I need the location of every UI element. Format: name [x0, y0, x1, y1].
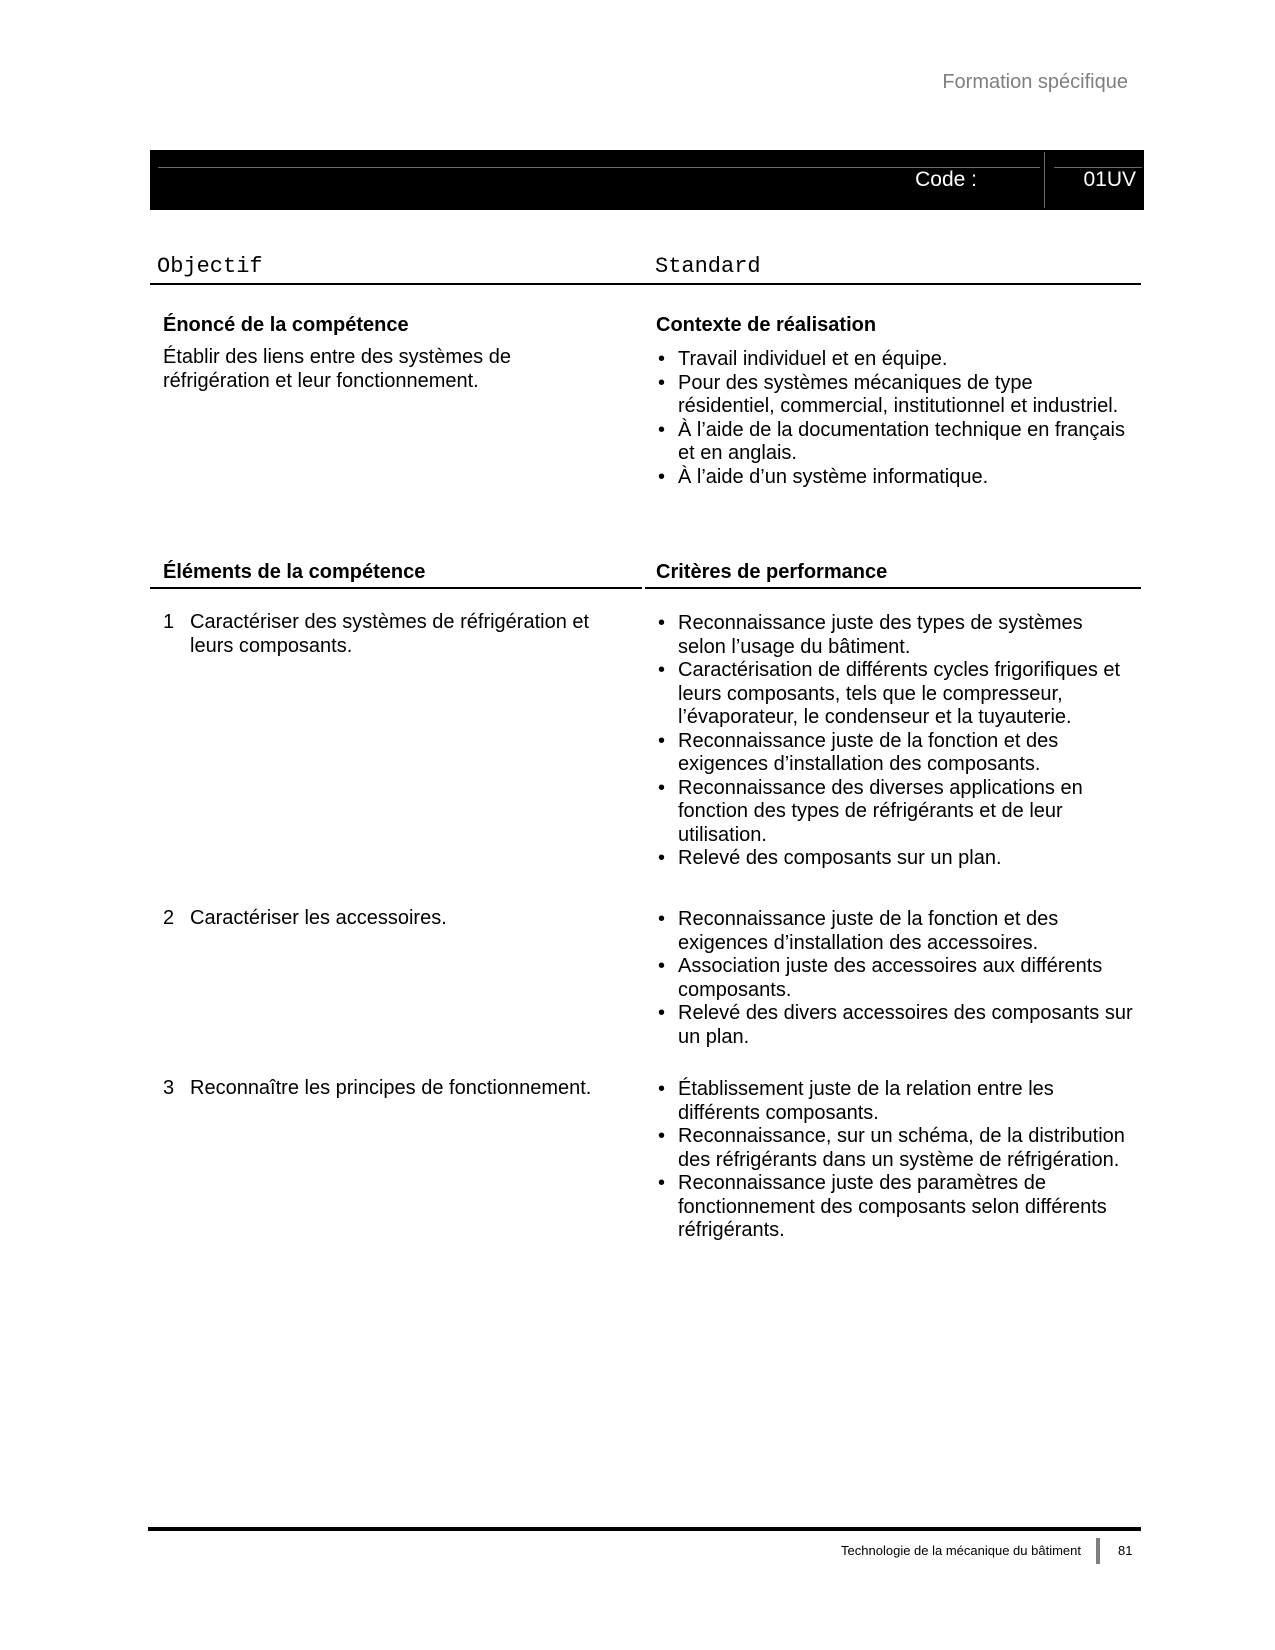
- criteria-item: • Reconnaissance juste des types de systèmes selon l’usage du bâtiment.: [658, 612, 1083, 658]
- code-value-box: [1048, 150, 1144, 210]
- criteres-title: Critères de performance: [656, 561, 888, 583]
- criteria-item: • Association juste des accessoires aux différents composants.: [658, 955, 1103, 1001]
- criteria-list: [656, 908, 1136, 1049]
- column-header-rule: [150, 283, 1141, 285]
- criteria-item: • Reconnaissance juste de la fonction et des exigences d’installation des accessoires.: [658, 908, 1059, 954]
- contexte-item: • Travail individuel et en équipe.: [658, 348, 948, 370]
- footer-rule: [148, 1527, 1141, 1531]
- criteria-list: [656, 612, 1136, 871]
- competence-element: [163, 611, 623, 658]
- criteria-item: • Reconnaissance juste de la fonction et des exigences d’installation des composants.: [658, 729, 1059, 775]
- page-number: 81: [1118, 1543, 1133, 1558]
- enonce-title: Énoncé de la compétence: [163, 314, 409, 336]
- footer-title: Technologie de la mécanique du bâtiment: [841, 1543, 1081, 1558]
- element-number: 2: [163, 907, 175, 929]
- code-separator: [1044, 152, 1045, 208]
- section-label: Formation spécifique: [942, 71, 1128, 93]
- elements-title: Éléments de la compétence: [163, 561, 426, 583]
- criteria-item: • Caractérisation de différents cycles frigorifiques et leurs composants, tels que le compresseur, l’évaporateur, le condenseur et la tuyauterie.: [658, 659, 1121, 728]
- contexte-item: • Pour des systèmes mécaniques de type résidentiel, commercial, institutionnel et industriel.: [658, 371, 1119, 417]
- contexte-list: [656, 348, 1126, 489]
- code-bar-line: [158, 167, 1040, 168]
- element-text: Caractériser les accessoires.: [190, 907, 447, 929]
- element-text: Reconnaître les principes de fonctionnement.: [190, 1077, 592, 1099]
- contexte-item: • À l’aide d’un système informatique.: [658, 465, 989, 488]
- criteria-item: • Reconnaissance des diverses applications en fonction des types de réfrigérants et de leur utilisation.: [658, 776, 1083, 846]
- criteria-item: • Reconnaissance juste des paramètres de fonctionnement des composants selon différents réfrigérants.: [658, 1172, 1107, 1241]
- competence-element: [163, 907, 623, 931]
- enonce-text: Établir des liens entre des systèmes de réfrigération et leur fonctionnement.: [163, 346, 511, 392]
- standard-heading: Standard: [655, 254, 761, 279]
- element-number: 1: [163, 611, 175, 633]
- footer-separator: [1096, 1538, 1100, 1564]
- contexte-title: Contexte de réalisation: [656, 314, 877, 336]
- criteria-item: • Reconnaissance, sur un schéma, de la distribution des réfrigérants dans un système de réfrigération.: [658, 1125, 1125, 1171]
- criteria-list: [656, 1078, 1136, 1243]
- criteria-item: • Relevé des divers accessoires des composants sur un plan.: [658, 1002, 1133, 1048]
- code-value: 01UV: [1083, 168, 1136, 191]
- element-text: Caractériser des systèmes de réfrigération et leurs composants.: [190, 611, 590, 657]
- contexte-item: • À l’aide de la documentation technique en français et en anglais.: [658, 418, 1125, 464]
- code-label: Code :: [915, 168, 977, 191]
- elements-rule: [150, 587, 642, 589]
- competence-element: [163, 1077, 623, 1101]
- criteria-item: • Relevé des composants sur un plan.: [658, 847, 1002, 869]
- objectif-heading: Objectif: [157, 254, 263, 279]
- criteres-rule: [645, 587, 1141, 589]
- element-number: 3: [163, 1077, 175, 1099]
- criteria-item: • Établissement juste de la relation entre les différents composants.: [658, 1078, 1054, 1124]
- code-bar: [150, 150, 1144, 210]
